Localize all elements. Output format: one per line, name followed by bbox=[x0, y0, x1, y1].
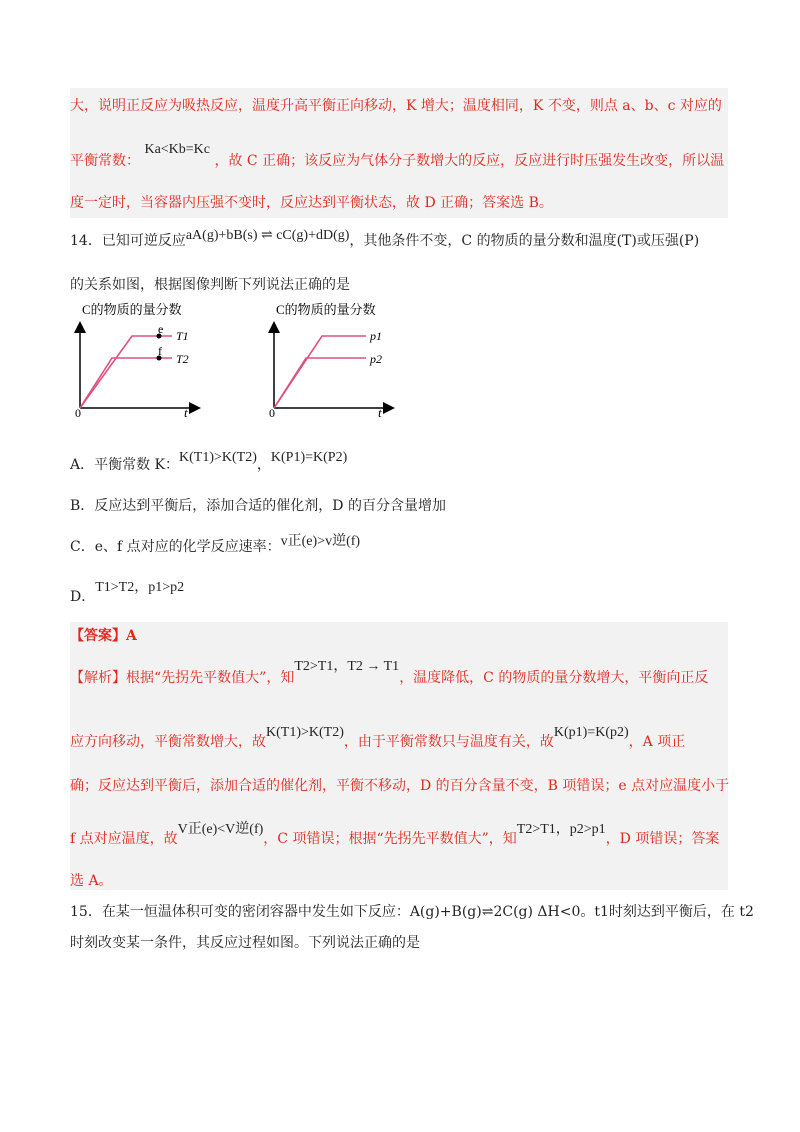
q14-graph-temperature bbox=[66, 296, 216, 418]
q14-analysis-line-2 bbox=[70, 725, 686, 752]
q14-option-a-math-1: K(T1)>K(T2) bbox=[179, 450, 257, 465]
q14-analysis-l4-sep: ， bbox=[555, 821, 570, 837]
q14-option-c bbox=[70, 534, 361, 557]
q14-analysis-line-4 bbox=[70, 821, 720, 849]
q14-option-d-sep: ， bbox=[134, 579, 149, 595]
graph2-xlabel: t bbox=[378, 405, 382, 418]
q14-option-d bbox=[70, 579, 185, 607]
q14-option-d-math-2: p1>p2 bbox=[148, 580, 185, 595]
q14-option-a bbox=[70, 450, 348, 475]
q14-graph-pressure bbox=[260, 296, 410, 418]
q14-analysis-l1-m2: T2 → T1 bbox=[347, 659, 400, 674]
prev-answer-line-2 bbox=[70, 142, 725, 171]
q14-analysis-line-3: 确；反应达到平衡后，添加合适的催化剂，平衡不移动，D 的百分含量不变，B 项错误；e 点对应温度小于 bbox=[70, 778, 730, 794]
q14-option-a-sep: ， bbox=[256, 457, 271, 473]
prev-answer-line-2-post: ，故 C 正确；该反应为气体分子数增大的反应，反应进行时压强发生改变，所以温 bbox=[214, 153, 725, 169]
prev-answer-k-relation: Ka<Kb=Kc bbox=[144, 142, 211, 157]
q14-analysis-l2-mid: ，由于平衡常数只与温度有关，故 bbox=[343, 734, 554, 750]
graph1-label-t2: T2 bbox=[176, 352, 189, 366]
q14-analysis-l2-m2: K(p1)=K(p2) bbox=[553, 725, 629, 740]
q14-analysis-l1-m1: T2>T1 bbox=[294, 659, 334, 674]
prev-answer-line-2-pre: 平衡常数： bbox=[70, 153, 140, 169]
q14-option-c-math: v正(e)>v逆(f) bbox=[280, 534, 361, 549]
prev-answer-line-1: 大，说明正反应为吸热反应，温度升高平衡正向移动，K 增大；温度相同，K 不变，则点 a、b、c 对应的 bbox=[70, 98, 722, 114]
q14-stem-post: ，其他条件不变，C 的物质的量分数和温度(T)或压强(P) bbox=[349, 233, 700, 249]
q14-analysis-l4-pre: f 点对应温度，故 bbox=[70, 831, 178, 847]
q14-analysis-l4-m3: p2>p1 bbox=[569, 822, 606, 837]
q14-option-b: B．反应达到平衡后，添加合适的催化剂，D 的百分含量增加 bbox=[70, 498, 446, 514]
graph2-curve-p1 bbox=[274, 336, 366, 408]
q14-analysis-l1-sep: ， bbox=[333, 658, 348, 674]
q14-analysis-l4-mid: ，C 项错误；根据“先拐先平数值大”，知 bbox=[263, 831, 517, 847]
q14-analysis-l4-post: ，D 项错误；答案 bbox=[605, 831, 720, 847]
q14-analysis-l2-pre: 应方向移动，平衡常数增大，故 bbox=[70, 734, 266, 750]
q14-answer: 【答案】A bbox=[70, 628, 137, 644]
q14-option-d-math-1: T1>T2 bbox=[95, 580, 135, 595]
q14-option-a-label: A．平衡常数 K： bbox=[70, 457, 180, 473]
graph2-label-p2: p2 bbox=[370, 352, 382, 366]
graph2-origin: 0 bbox=[269, 406, 275, 418]
q14-analysis-l1-pre: 【解析】根据“先拐先平数值大”，知 bbox=[70, 670, 295, 686]
q14-option-c-label: C．e、f 点对应的化学反应速率： bbox=[70, 539, 281, 555]
graph1-label-t1: T1 bbox=[176, 329, 189, 343]
q14-stem-pre: 14．已知可逆反应 bbox=[70, 233, 186, 249]
graph1-origin: 0 bbox=[75, 406, 81, 418]
q14-option-a-math-2: K(P1)=K(P2) bbox=[270, 450, 348, 465]
q14-analysis-l4-m1: V正(e)<V逆(f) bbox=[177, 822, 264, 837]
q14-answer-block bbox=[70, 622, 728, 890]
graph2-label-p1: p1 bbox=[370, 329, 382, 343]
q14-equation: aA(g)+bB(s) ⇌ cC(g)+dD(g) bbox=[185, 228, 350, 243]
graph1-label-f: f bbox=[158, 344, 162, 358]
q15-stem-line-1: 15．在某一恒温体积可变的密闭容器中发生如下反应：A(g)+B(g)⇌2C(g) ΔH<0。t1时刻达到平衡后，在 t2 bbox=[70, 904, 754, 920]
q14-analysis-l2-m1: K(T1)>K(T2) bbox=[266, 725, 344, 740]
graph1-ylabel: C的物质的量分数 bbox=[82, 302, 182, 317]
graph2-curve-p2 bbox=[274, 358, 366, 408]
prev-answer-line-3: 度一定时，当容器内压强不变时，反应达到平衡状态，故 D 正确；答案选 B。 bbox=[70, 195, 553, 211]
q14-analysis-l4-m2: T2>T1 bbox=[516, 822, 556, 837]
q14-stem-line-2: 的关系如图，根据图像判断下列说法正确的是 bbox=[70, 277, 350, 293]
q14-option-d-label: D． bbox=[70, 589, 96, 605]
graph1-curve-t2 bbox=[80, 358, 172, 408]
q14-analysis-line-5: 选 A。 bbox=[70, 873, 113, 889]
q14-stem-line-1 bbox=[70, 228, 700, 251]
graph2-ylabel: C的物质的量分数 bbox=[276, 302, 376, 317]
graph1-xlabel: t bbox=[184, 405, 188, 418]
q14-analysis-line-1 bbox=[70, 658, 709, 688]
q14-analysis-l2-post: ，A 项正 bbox=[628, 734, 686, 750]
graph1-label-e: e bbox=[158, 322, 164, 336]
q14-analysis-l1-post: ，温度降低，C 的物质的量分数增大，平衡向正反 bbox=[399, 670, 709, 686]
q15-stem-line-2: 时刻改变某一条件，其反应过程如图。下列说法正确的是 bbox=[70, 935, 420, 951]
